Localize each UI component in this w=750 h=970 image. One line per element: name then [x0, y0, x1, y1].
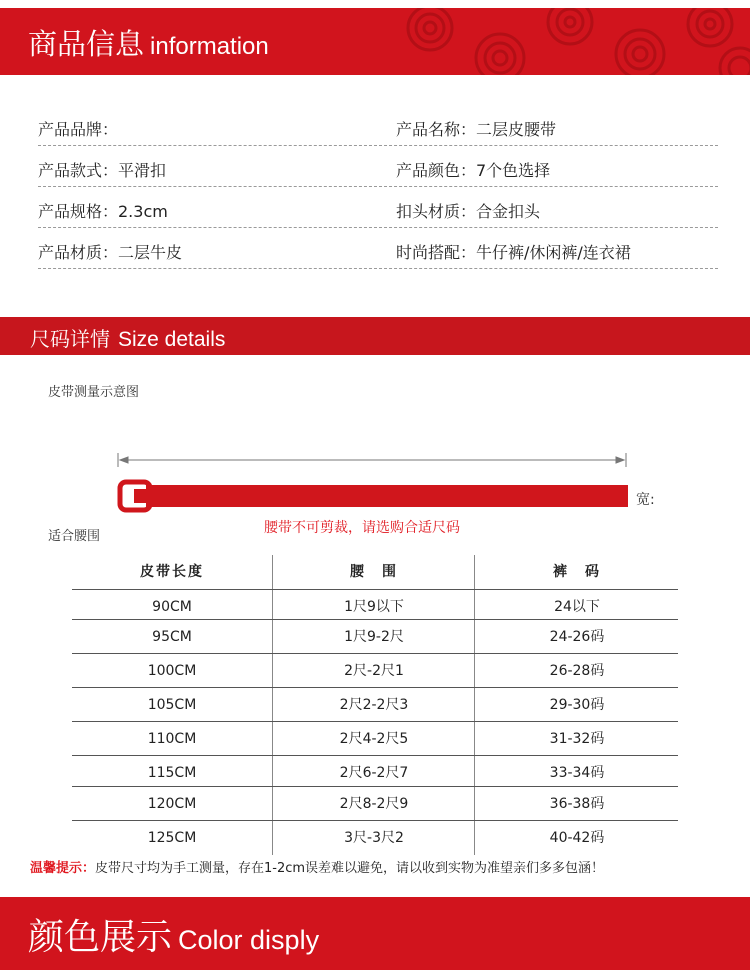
table-row	[72, 619, 678, 654]
cell-waist: 2尺2-2尺3	[272, 688, 475, 722]
width-label: 宽:	[636, 492, 655, 508]
info-buckle-material: 扣头材质：合金扣头	[396, 202, 541, 221]
diagram-caption: 皮带测量示意图	[48, 385, 140, 400]
warm-tip	[30, 857, 604, 876]
cell-pants-size: 33-34码	[474, 756, 679, 790]
color-section-banner	[0, 897, 750, 970]
no-cut-warning: 腰带不可剪裁，请选购合适尺码	[264, 520, 460, 536]
info-matching: 时尚搭配：牛仔裤/休闲裤/连衣裙	[396, 243, 631, 262]
info-row	[38, 197, 718, 228]
col-header-length: 皮带长度	[140, 564, 204, 580]
belt-diagram	[100, 445, 660, 520]
cell-length: 100CM	[147, 663, 197, 679]
info-section-title	[28, 22, 269, 63]
cell-length: 95CM	[152, 629, 192, 645]
info-spec: 产品规格：2.3cm	[38, 202, 168, 221]
size-table-header	[72, 555, 678, 589]
size-section-title	[30, 323, 225, 352]
info-title-en: information	[150, 33, 269, 60]
cell-length: 125CM	[147, 830, 197, 846]
cell-waist: 2尺-2尺1	[272, 654, 475, 688]
table-row	[72, 755, 678, 790]
info-product-name: 产品名称：二层皮腰带	[396, 120, 557, 139]
info-row	[38, 115, 718, 146]
cell-waist: 1尺9-2尺	[272, 620, 475, 654]
info-style: 产品款式：平滑扣	[38, 161, 167, 180]
cell-pants-size: 24-26码	[474, 620, 679, 654]
cell-waist: 2尺4-2尺5	[272, 722, 475, 756]
cell-pants-size: 31-32码	[474, 722, 679, 756]
table-row	[72, 687, 678, 722]
info-material: 产品材质：二层牛皮	[38, 243, 183, 262]
size-title-cn: 尺码详情	[30, 327, 110, 351]
belt-buckle	[120, 482, 150, 510]
table-row	[72, 653, 678, 688]
table-row	[72, 786, 678, 821]
cell-waist: 3尺-3尺2	[272, 821, 475, 855]
cell-pants-size: 24以下	[474, 590, 679, 624]
cell-pants-size: 29-30码	[474, 688, 679, 722]
cell-length: 115CM	[147, 765, 197, 781]
size-title-en: Size details	[118, 328, 226, 351]
size-section-banner	[0, 317, 750, 355]
cell-length: 110CM	[147, 731, 197, 747]
info-title-cn: 商品信息	[28, 27, 145, 61]
cell-pants-size: 26-28码	[474, 654, 679, 688]
cell-length: 105CM	[147, 697, 197, 713]
waist-label: 适合腰围	[48, 529, 101, 544]
belt-strap	[146, 485, 628, 507]
tip-text: 皮带尺寸均为手工测量，存在1-2cm误差难以避免，请以收到实物为准望亲们多多包涵！	[95, 861, 605, 876]
color-section-title	[28, 909, 319, 960]
cell-length: 90CM	[152, 599, 192, 615]
info-row	[38, 238, 718, 269]
measure-arrow	[118, 453, 626, 467]
info-row	[38, 156, 718, 187]
cell-waist: 1尺9以下	[272, 590, 475, 624]
cell-waist: 2尺6-2尺7	[272, 756, 475, 790]
col-header-pants-size: 裤 码	[474, 555, 679, 589]
tip-label: 温馨提示：	[30, 861, 96, 876]
table-row	[72, 820, 678, 855]
info-section-banner	[0, 8, 750, 75]
cell-pants-size: 36-38码	[474, 787, 679, 821]
col-header-waist: 腰 围	[272, 555, 475, 589]
info-color: 产品颜色：7个色选择	[396, 161, 551, 180]
cell-length: 120CM	[147, 796, 197, 812]
color-title-en: Color disply	[178, 925, 320, 955]
color-title-cn: 颜色展示	[28, 917, 173, 958]
info-brand: 产品品牌：	[38, 120, 119, 139]
cell-pants-size: 40-42码	[474, 821, 679, 855]
cell-waist: 2尺8-2尺9	[272, 787, 475, 821]
table-row	[72, 721, 678, 756]
